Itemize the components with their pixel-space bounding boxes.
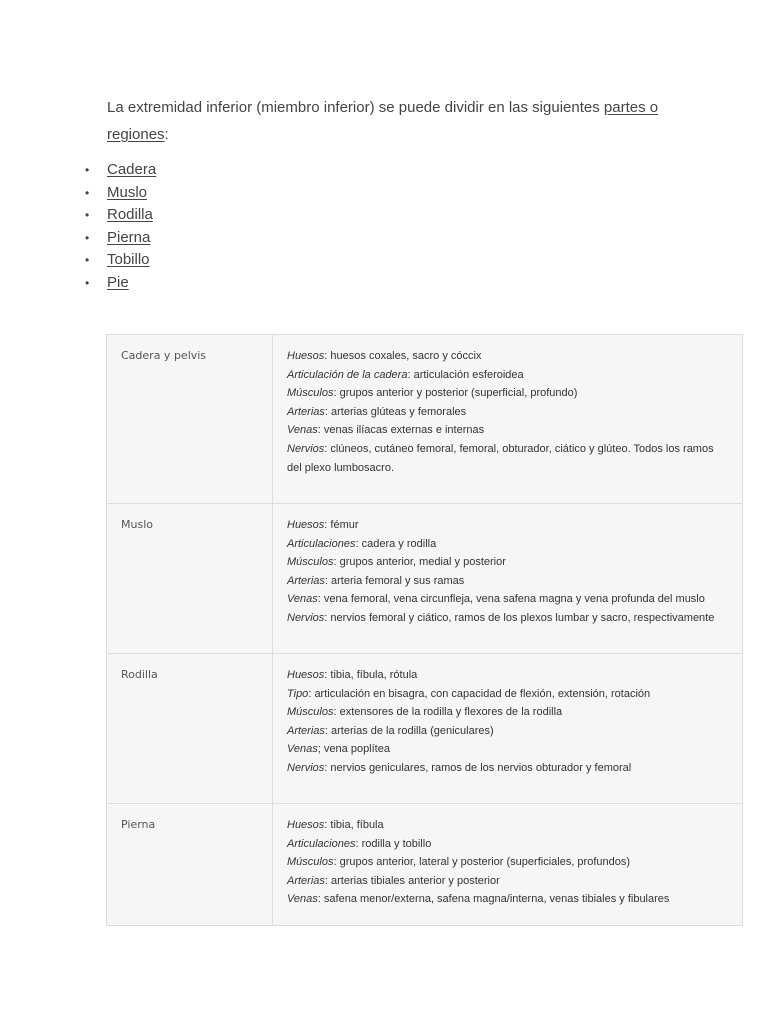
detail-separator: : xyxy=(324,611,331,624)
region-name-cell: Muslo xyxy=(107,504,273,654)
list-item xyxy=(85,272,156,295)
detail-value: articulación en bisagra, con capacidad de flexión, extensión, rotación xyxy=(314,687,651,700)
detail-separator: : xyxy=(324,819,331,831)
detail-value: cadera y rodilla xyxy=(361,537,437,550)
detail-separator: : xyxy=(317,593,324,606)
anatomy-table xyxy=(106,334,743,926)
detail-key: Nervios xyxy=(287,611,325,624)
detail-separator: : xyxy=(324,669,331,681)
detail-line xyxy=(287,553,728,572)
link-muslo[interactable]: Muslo xyxy=(107,183,148,201)
detail-value: grupos anterior, medial y posterior xyxy=(339,556,506,569)
detail-value: nervios geniculares, ramos de los nervios obturador y femoral xyxy=(330,761,632,774)
link-pie[interactable]: Pie xyxy=(107,273,129,291)
detail-key: Músculos xyxy=(287,706,334,719)
detail-value: arterias de la rodilla (geniculares) xyxy=(331,724,494,737)
detail-line xyxy=(287,421,728,440)
detail-separator: : xyxy=(407,368,414,381)
detail-line xyxy=(287,609,728,628)
detail-value: vena femoral, vena circunfleja, vena safena magna y vena profunda del muslo xyxy=(323,593,705,606)
detail-value: nervios femoral y ciático, ramos de los plexos lumbar y sacro, respectivamente xyxy=(330,611,715,624)
region-name-cell: Cadera y pelvis xyxy=(107,335,273,504)
detail-separator: : xyxy=(324,724,332,737)
detail-key: Músculos xyxy=(287,856,334,869)
detail-key: Tipo xyxy=(287,687,309,700)
detail-key: Nervios xyxy=(287,442,325,455)
detail-value: tibia, fíbula xyxy=(330,819,384,831)
detail-value: clúneos, cutáneo femoral, femoral, obturador, ciático y glúteo. Todos los ramos del plexo lumbosacro. xyxy=(287,442,714,474)
region-detail-cell xyxy=(273,804,743,926)
list-item xyxy=(85,204,156,227)
detail-line xyxy=(287,366,728,385)
detail-value: tibia, fíbula, rótula xyxy=(330,669,418,681)
detail-separator: : xyxy=(333,556,340,569)
detail-separator: : xyxy=(324,574,332,587)
region-detail-cell xyxy=(273,504,743,654)
region-detail-cell xyxy=(273,335,743,504)
link-pierna[interactable]: Pierna xyxy=(107,228,151,246)
detail-line xyxy=(287,890,728,909)
detail-key: Huesos xyxy=(287,819,325,831)
bullet-icon: • xyxy=(85,275,90,290)
detail-separator: : xyxy=(317,893,324,906)
detail-line xyxy=(287,816,728,835)
intro-text: La extremidad inferior (miembro inferior) se puede dividir en las siguientes xyxy=(107,99,604,116)
list-item xyxy=(85,227,156,250)
detail-value: arteria femoral y sus ramas xyxy=(331,574,465,587)
detail-key: Músculos xyxy=(287,387,334,400)
detail-value: grupos anterior, lateral y posterior (superficiales, profundos) xyxy=(339,856,631,869)
detail-separator: : xyxy=(324,761,331,774)
list-item xyxy=(85,159,157,182)
detail-key: Nervios xyxy=(287,761,325,774)
intro-suffix: : xyxy=(164,126,169,143)
detail-line xyxy=(287,347,728,366)
intro-paragraph xyxy=(107,94,687,148)
detail-key: Huesos xyxy=(287,669,325,681)
detail-key: Músculos xyxy=(287,556,334,569)
detail-separator: : xyxy=(355,537,362,550)
detail-value: extensores de la rodilla y flexores de la rodilla xyxy=(339,706,563,719)
detail-line xyxy=(287,703,728,722)
detail-separator: : xyxy=(355,837,362,850)
detail-key: Arterias xyxy=(287,405,325,418)
detail-key: Arterias xyxy=(287,874,325,887)
detail-line xyxy=(287,685,728,704)
detail-separator: : xyxy=(333,387,340,400)
table-row xyxy=(107,504,743,654)
link-tobillo[interactable]: Tobillo xyxy=(107,251,150,269)
detail-line xyxy=(287,440,728,477)
bullet-icon: • xyxy=(85,185,90,200)
detail-line xyxy=(287,572,728,591)
detail-line xyxy=(287,722,728,741)
detail-line xyxy=(287,759,728,778)
list-item xyxy=(85,249,156,272)
list-item xyxy=(85,182,156,205)
table-row xyxy=(107,335,743,504)
detail-separator: ; xyxy=(317,743,324,756)
detail-separator: : xyxy=(333,856,340,869)
bullet-icon: • xyxy=(85,208,90,223)
detail-value: arterias tibiales anterior y posterior xyxy=(331,874,500,887)
detail-key: Huesos xyxy=(287,350,325,362)
detail-separator: : xyxy=(324,405,332,418)
regions-list xyxy=(85,159,157,295)
detail-value: articulación esferoidea xyxy=(413,368,524,381)
detail-value: grupos anterior y posterior (superficial, profundo) xyxy=(339,387,578,400)
detail-separator: : xyxy=(324,519,331,531)
detail-value: venas ilíacas externas e internas xyxy=(323,424,485,437)
detail-value: huesos coxales, sacro y cóccix xyxy=(330,350,482,362)
detail-line xyxy=(287,666,728,685)
bullet-icon: • xyxy=(85,163,90,177)
table-row xyxy=(107,804,743,926)
region-detail-cell xyxy=(273,654,743,804)
detail-value: arterias glúteas y femorales xyxy=(331,405,467,418)
detail-value: safena menor/externa, safena magna/interna, venas tibiales y fibulares xyxy=(323,893,670,906)
link-rodilla[interactable]: Rodilla xyxy=(107,206,153,224)
bullet-icon: • xyxy=(85,230,90,245)
detail-line xyxy=(287,853,728,872)
detail-separator: : xyxy=(324,874,332,887)
detail-value: vena poplítea xyxy=(323,743,390,756)
detail-key: Venas xyxy=(287,593,318,606)
detail-line xyxy=(287,516,728,535)
detail-line xyxy=(287,403,728,422)
detail-key: Huesos xyxy=(287,519,325,531)
detail-key: Venas xyxy=(287,424,318,437)
region-name-cell: Rodilla xyxy=(107,654,273,804)
detail-key: Arterias xyxy=(287,574,325,587)
detail-key: Articulación de la cadera xyxy=(287,368,408,381)
detail-separator: : xyxy=(324,442,331,455)
detail-key: Arterias xyxy=(287,724,325,737)
detail-key: Articulaciones xyxy=(287,537,356,550)
detail-key: Venas xyxy=(287,743,318,756)
detail-line xyxy=(287,872,728,891)
detail-value: fémur xyxy=(330,519,359,531)
detail-value: rodilla y tobillo xyxy=(361,837,432,850)
detail-key: Venas xyxy=(287,893,318,906)
detail-line xyxy=(287,535,728,554)
bullet-icon: • xyxy=(85,253,90,268)
detail-key: Articulaciones xyxy=(287,837,356,850)
detail-separator: : xyxy=(308,687,315,700)
detail-line xyxy=(287,590,728,609)
table-row xyxy=(107,654,743,804)
region-name-cell: Pierna xyxy=(107,804,273,926)
detail-separator: : xyxy=(317,424,324,437)
detail-line xyxy=(287,835,728,854)
detail-line xyxy=(287,740,728,759)
detail-separator: : xyxy=(333,706,340,719)
link-partes-o-regiones[interactable]: partes o regiones xyxy=(107,99,659,143)
detail-line xyxy=(287,384,728,403)
detail-separator: : xyxy=(324,350,331,362)
link-cadera[interactable]: Cadera xyxy=(107,161,157,178)
